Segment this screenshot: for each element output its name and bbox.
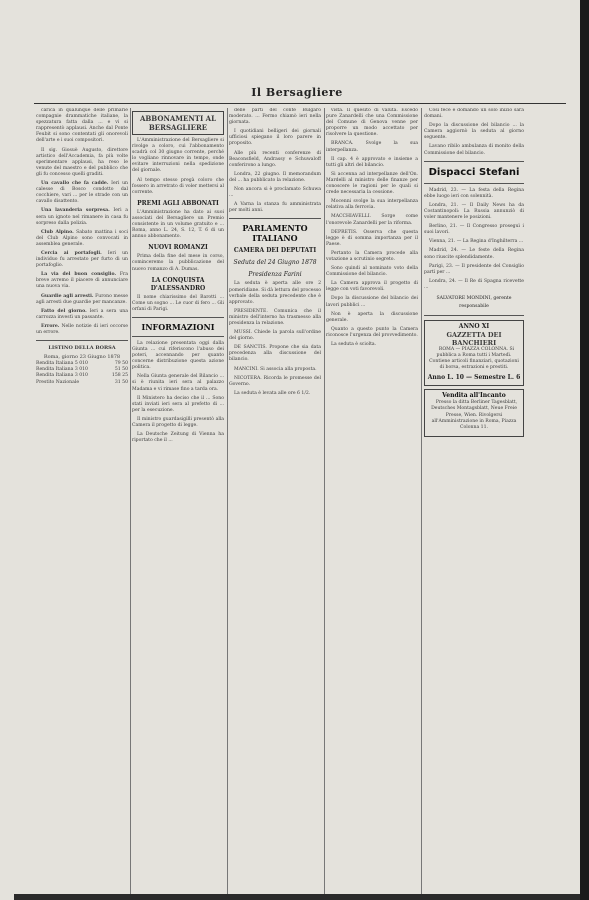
paragraph: Quanto a questo punto la Camera riconosce l'urgenza del provvedimento. <box>326 326 418 338</box>
paragraph: L'Amministrazione del Bersagliere si rivolge a coloro, cui l'abbonamento scadrà col 30 giugno corrente, perché lo vogliano rinnovare in tempo, onde evitare interruzioni nella spedizione del giornale. <box>132 138 224 174</box>
newspaper-page <box>14 0 580 900</box>
stock-name: Rendita Italiana 3 010 <box>36 367 88 373</box>
paragraph: NICOTERA. Ricorda le promesse del Governo. <box>229 375 321 387</box>
masthead-rule <box>34 103 566 104</box>
section-heading: LA CONQUISTA D'ALESSANDRO <box>150 276 206 292</box>
gazzetta-year: ANNO XI <box>458 322 490 330</box>
dispacci-heading: Dispacci Stefani <box>428 166 520 178</box>
stock-value: 158 25 <box>111 373 128 379</box>
paragraph <box>36 230 128 248</box>
paragraph: MUSSI. Chiede la parola sull'ordine del giorno. <box>229 330 321 342</box>
paragraph: Lavano ribilo ambulanza di monito della Commissione del bilancio. <box>424 144 524 156</box>
stock-name: Rendita Italiana 5 010 <box>36 361 88 367</box>
paragraph: La seduta è sciolta. <box>331 342 377 347</box>
news-heading: Un cavallo che fa cadde. <box>41 181 109 187</box>
paragraph: Il ministro guardasigilli presentò alla Camera il progetto di legge. <box>132 416 224 428</box>
paragraph: Al tempo stesso pregà coloro che fossero in arretrato di voler mettersi al corrente. <box>132 177 224 195</box>
paragraph: Il cap. 4 è approvato e insieme a tutti gli altri del bilancio. <box>326 156 418 168</box>
paragraph: Dopo la discussione del bilancio dei lavori pubblici ... <box>326 296 418 308</box>
column-2 <box>132 108 224 894</box>
paragraph: BRANCA. Svolge la sua interpellanza. <box>326 141 418 153</box>
paragraph: I quotidiani belligeri dei giornali ufficiosi spiegano il loro parere in proposito. <box>229 129 321 147</box>
paragraph: La seduta è aperta alle ore 2 pomeridiane. Si dà lettura del processo verbale della seduta precedente che è approvato. <box>229 281 321 305</box>
paragraph-text: Ieri a sera una carrozza investì un passante. <box>36 308 128 320</box>
news-heading: Guardie agli arresti. <box>41 293 94 299</box>
paragraph: Il Ministero ha deciso che il ... Sono stati inviati ieri sera al prefetto di ... per la esecuzione. <box>132 395 224 413</box>
subscription-box <box>132 111 224 135</box>
paragraph-text: Sabato mattina i soci del Club Alpino sono convocati in assemblea generale. <box>36 229 128 247</box>
stock-name: Prestito Nazionale <box>36 379 80 385</box>
column-divider <box>130 108 131 894</box>
divider <box>229 218 321 219</box>
divider <box>132 336 224 337</box>
paragraph: La relazione presentata oggi dalla Giunta ... cui riferiscono l'abuso dei poteri, accennando per quanto concerne distribuzione questa azione politica. <box>132 340 224 371</box>
paragraph: A Varna la stanza fu amministrata per molti anni. <box>229 202 321 214</box>
stock-value: 31 50 <box>114 379 128 385</box>
news-heading: Una lavanderia sorpresa. <box>41 208 110 214</box>
paragraph: Nella Giunta generale del Bilancio ... si è riunita ieri sera al palazzo Madama e vi rimase fino a tarda ora. <box>132 374 224 392</box>
paragraph-text: Ieri a sera un ignoto nel rimanere in casa fu sorpreso dalla polizia. <box>36 208 128 226</box>
dispatch: Parigi, 23. — Il presidente del Consiglio partì per ... <box>424 263 524 275</box>
column-5 <box>424 108 524 894</box>
stock-name: Rendita Italiana 3 010 <box>36 373 88 379</box>
paragraph <box>36 251 128 269</box>
bottom-shadow <box>14 894 580 900</box>
stock-list-subtitle: Roma, giorno 23 Giugno 1878 <box>43 354 121 361</box>
column-divider <box>227 108 228 894</box>
paragraph <box>36 272 128 290</box>
paragraph: Si accenna ad interpellanze dell'On. Mardelli al ministro delle finanze per conoscere le ragioni per le quali si crede necessaria la cessione. <box>326 171 418 196</box>
divider <box>36 340 128 341</box>
chamber-heading: CAMERA DEI DEPUTATI <box>233 247 317 255</box>
paragraph: Mocenni svolge la sua interpellanza relativa alla ferrovia. <box>326 199 418 211</box>
paragraph: Pertanto la Camera procede alla votazione a scrutinio segreto. <box>326 250 418 262</box>
dispatch: Madrid, 23. — La festa della Regina ebbe luogo ieri con solennità. <box>424 187 524 199</box>
paragraph: ROMA — PIAZZA COLONNA. Si pubblica a Roma tutti i Martedì. Contiene articoli finanziari, quotazioni di borsa, estrazioni e prestiti. <box>429 346 519 371</box>
paragraph <box>36 208 128 226</box>
paragraph: Dopo la discussione del bilancio ... la Camera aggiornò la seduta al giorno seguente. <box>424 123 524 141</box>
stock-row <box>36 380 128 386</box>
paragraph: Presso la ditta Berliner Tagesblatt, Deutsches Montagsblatt, Neue Freie Presse, Wien. Rivolgersi all'Amministrazione in Roma, Piazza Colonna 11. <box>431 400 518 430</box>
paragraph-text: Nelle notizie di ieri occorse un errore. <box>36 323 128 335</box>
paragraph <box>36 309 128 321</box>
paragraph: vista. Il quesito di valuta. Escedo pure Zanardelli che una Commissione del Comune di Genova venne per proporre un modo accettato per risolvere la questione. <box>326 108 418 138</box>
divider <box>132 317 224 318</box>
section-heading: PREMI AGLI ABBONATI <box>137 199 219 207</box>
paragraph: Alle più recenti conferenze di Beaconsfield, Andrassy e Schuwaloff conferirono a lungo. <box>229 150 321 168</box>
column-divider <box>421 108 422 894</box>
column-4 <box>326 108 418 894</box>
column-divider <box>324 108 325 894</box>
paragraph-text: Ieri un individuo fu arrestato per furto di un portafoglio. <box>36 250 128 269</box>
paragraph: Il nome chiarissimo del Barotti ... Come un sogno ... Le cuor di fero ... Gli orfani di Parigi. <box>132 294 224 312</box>
dispatch: Vienna, 21. — La Regina d'Inghilterra ... <box>429 239 524 245</box>
paragraph: Prima della fine del mese in corso, cominceremo la pubblicazione del nuovo romanzo di A. Dumas. <box>132 254 224 272</box>
auction-title: Vendita all'Incanto <box>442 392 506 400</box>
adjacent-page-edge <box>0 0 15 900</box>
news-heading: Club Alpino. <box>41 229 74 235</box>
stock-list-title: LISTINO DELLA BORSA <box>48 345 116 352</box>
dispatch: Londra, 24. — Il Re di Spagna ricevette ... <box>424 278 524 290</box>
paragraph: La Deutsche Zeitung di Vienna ha riportato che il ... <box>132 432 224 444</box>
paragraph: La seduta è levata alle ore 6 1/2. <box>234 390 311 396</box>
dispatch: Londra, 21. — Il Daily News ha da Costantinopoli: La Russia annunziò di voler mantenere le posizioni. <box>424 202 524 221</box>
paragraph: Non è aperta la discussione generale. <box>326 311 418 323</box>
paragraph: DEPRETIS. Osserva che questa legge è di somma importanza per il Paese. <box>326 229 418 247</box>
signature: SALVATORE MONDINI, gerente responsabile <box>436 295 512 309</box>
stock-value: 51 50 <box>114 367 128 373</box>
paragraph: PRESIDENTE. Comunica che il ministro dell'interno ha trasmesso alla presidenza la relazione. <box>229 308 321 326</box>
divider <box>424 183 524 184</box>
paragraph-text: Ieri un calesse di Bosco condotto dal cocchiere, vari ... per le strade con un cavallo disattento. <box>36 181 128 205</box>
presidency: Presidenza Farini <box>248 271 302 279</box>
auction-ad <box>424 389 524 436</box>
paragraph: Non ancora si è proclamato Schuwa ... <box>229 187 321 199</box>
stock-value: 79 50 <box>114 361 128 367</box>
paragraph <box>36 181 128 205</box>
news-heading: Errore. <box>41 323 60 329</box>
dispatch: Berlino, 21. — Il Congresso proseguì i suoi lavori. <box>424 224 524 236</box>
news-heading: La via del buon consiglio. <box>41 272 117 278</box>
section-heading: NUOVI ROMANZI <box>148 244 208 252</box>
divider <box>424 161 524 162</box>
paragraph: MANCINI. Si associa alla proposta. <box>234 366 317 372</box>
news-heading: Fatto del giorno. <box>41 308 87 314</box>
session-date: Seduta del 24 Giugno 1878 <box>233 259 317 267</box>
informazioni-heading: INFORMAZIONI <box>141 321 215 332</box>
column-3 <box>229 108 321 894</box>
news-heading: Cercia ai portafogli. <box>41 250 102 256</box>
subscription-title: ABBONAMENTI AL BERSAGLIERE <box>139 114 217 132</box>
paragraph: La Camera approva il progetto di legge con voti favorevoli. <box>326 281 418 293</box>
column-1 <box>36 108 128 894</box>
masthead: Il Bersagliere <box>251 86 343 99</box>
paragraph: DE SANCTIS. Propone che sia data precedenza alla discussione del bilancio. <box>229 345 321 363</box>
paragraph: Così fece e domandò un solo inizio sarà domani. <box>424 108 524 120</box>
paragraph: L'Amministrazione ha dato ai suoi associati del Bersagliere un Premio consistente in un volume gratuito e ... Roma, anno L. 24, S. 12, T. 6 di un annuo abbonamento. <box>132 209 224 240</box>
paragraph-text: Furono messe agli arresti due guardie per mancanze. <box>36 293 128 305</box>
paragraph: Londra, 22 giugno. Il memorandum del ... ha pubblicato la relazione. <box>229 171 321 183</box>
paragraph: carica in qualunque delle primarie compagnie drammatiche italiane, la spezzatura fatta dalla ... e vi si rappresentò applausi. Anche dal Ponte Feubit si sono contentati gli onorevoli dell'arte e i suoi compositori. <box>36 108 128 144</box>
paragraph <box>36 294 128 306</box>
gazzetta-title: GAZZETTA DEI BANCHIERI <box>446 330 502 347</box>
paragraph <box>36 324 128 336</box>
parliament-heading: PARLAMENTO ITALIANO <box>242 223 308 244</box>
divider <box>424 315 524 316</box>
paragraph: Il sig. Giosuè Augusto, direttore artistico dell'Accademia, fa più volte sperimentare applausi, ha reso le venute del maestro e del pubblico che gli fu concesso quelli graditi. <box>36 147 128 177</box>
paragraph: Sono quindi al nominato voto della Commissione del bilancio. <box>326 266 418 278</box>
paragraph: delle parti del conte Bulgaro moderato. ... Fermo chiamò ieri nella giornata. <box>229 108 321 126</box>
gazzetta-ad <box>424 320 524 386</box>
paragraph-text: Fra breve avremo il piacere di annunciare una nuova via. <box>36 272 128 290</box>
paragraph: MACCHIAVELLI. Sorge come l'onorevole Zanardelli per la riforma. <box>326 214 418 226</box>
gazzetta-price: Anno L. 10 — Semestre L. 6 <box>427 374 521 382</box>
dispatch: Madrid, 24. — Le feste della Regina sono riuscite splendidamente. <box>424 248 524 260</box>
